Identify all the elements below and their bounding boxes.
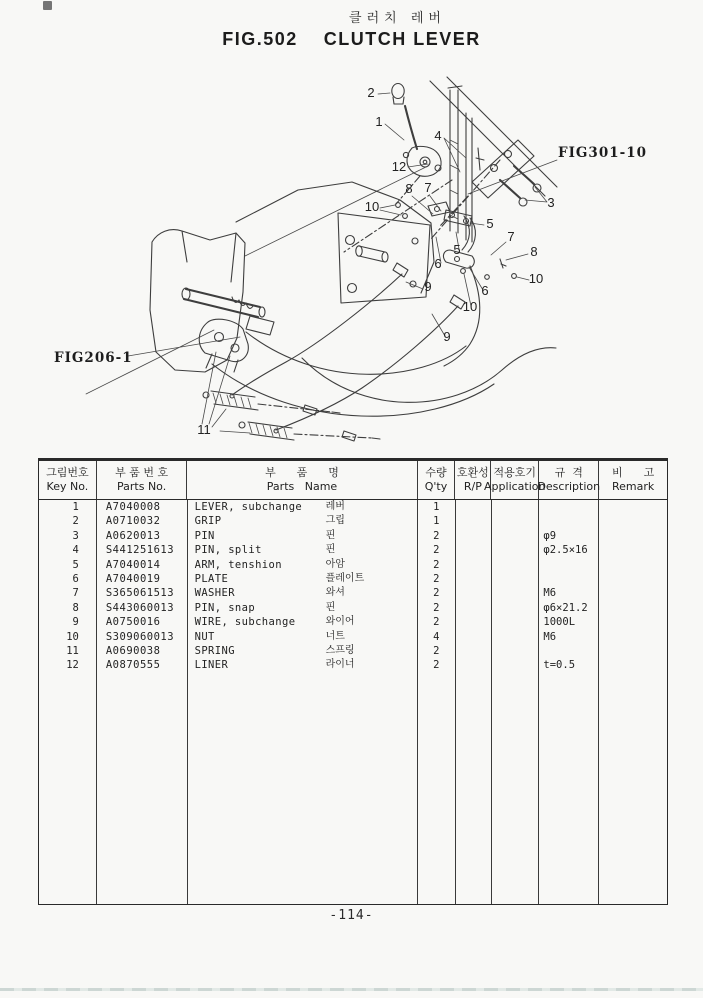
page-number: -114- [329,908,374,923]
part-name-korean: 와셔 [325,587,345,599]
cell-name [188,586,418,600]
part-name-english: LINER [194,659,229,672]
part-name-english: PIN, split [194,544,262,557]
part-name-korean: 플레이트 [325,572,365,584]
cell-name [188,615,418,629]
scan-artifact-edge [0,988,703,991]
cell-pno: A0710032 [97,514,188,528]
callout-number: 8 [405,181,413,196]
table-row [39,644,667,658]
column-header-description: 규 격 Description [539,461,599,499]
table-row [39,615,667,629]
scan-artifact-speck [43,1,52,10]
table-body [39,500,667,904]
column-header-remark: 비 고 Remark [612,466,655,493]
cell-rp [456,630,492,644]
figure-number: FIG.502 [222,29,298,49]
cell-key: 6 [39,572,97,586]
cell-name [188,558,418,572]
parts-diagram [0,0,703,460]
cell-name [188,673,418,904]
table-row [39,572,667,586]
part-name-english: PIN [194,529,215,542]
cell-app [492,658,540,672]
table-row [39,558,667,572]
callout-number: 5 [453,242,461,257]
cell-rp [456,615,492,629]
callout-number: 1 [375,114,383,129]
cell-key: 9 [39,615,97,629]
cell-name [188,658,418,672]
table-row [39,529,667,543]
cell-qty: 2 [418,572,456,586]
callout-number: 6 [434,256,442,271]
column-header-key-no-: 그림번호 Key No. [39,461,97,499]
cell-rp [456,529,492,543]
part-name-english: GRIP [194,515,222,528]
cell-qty: 2 [418,644,456,658]
part-name-korean: 핀 [325,544,336,556]
part-name-korean: 레버 [325,501,345,512]
cell-desc: φ6×21.2 [539,601,599,615]
callout-number: 10 [462,299,478,314]
cell-rp [456,543,492,557]
cell-rem [599,644,667,658]
cell-pno: S443060013 [97,601,188,615]
part-name-korean: 너트 [325,630,345,642]
callout-number: 4 [434,128,442,143]
figure-ref-label: FIG301-10 [558,145,647,161]
cell-desc [539,500,599,514]
table-header [39,461,667,500]
cell-key: 10 [39,630,97,644]
column-header-q-ty: 수량 Q'ty [418,461,456,499]
cell-desc [539,673,599,904]
callout-number: 5 [486,216,494,231]
cell-rem [599,601,667,615]
table-row [39,586,667,600]
part-name-korean: 핀 [325,601,336,613]
callout-number: 3 [547,195,555,210]
column-header-r-p: 호환성 R/P [455,461,491,499]
cell-desc: 1000L [539,615,599,629]
cell-qty: 1 [418,514,456,528]
part-name-english: ARM, tenshion [194,558,282,571]
cell-app [492,500,540,514]
lever-assembly-art [245,84,441,257]
table-row [39,658,667,672]
cell-desc: M6 [539,586,599,600]
cell-qty: 2 [418,601,456,615]
cell-pno: S365061513 [97,586,188,600]
part-name-english: LEVER, subchange [194,501,303,513]
cell-key: 5 [39,558,97,572]
cell-rp [456,500,492,514]
cell-rp [456,586,492,600]
cell-rp [456,572,492,586]
cell-qty: 2 [418,543,456,557]
cell-app [492,601,540,615]
linkage-art [396,196,517,279]
cell-app [492,558,540,572]
cell-qty: 4 [418,630,456,644]
table-row [39,601,667,615]
callout-number: 2 [367,85,375,100]
cell-app [492,543,540,557]
callout-number: 7 [507,229,515,244]
callout-number: 10 [364,199,380,214]
callout-number: 12 [391,159,407,174]
cell-pno: A0620013 [97,529,188,543]
cell-app [492,615,540,629]
callout-number: 7 [424,180,432,195]
cell-name [188,514,418,528]
part-name-english: PLATE [194,572,229,585]
cell-app [492,630,540,644]
cell-key: 8 [39,601,97,615]
cell-rem [599,543,667,557]
cell-pno: A7040014 [97,558,188,572]
column-header-application: 적용호기 Application [491,461,539,499]
cell-app [492,644,540,658]
cell-key: 12 [39,658,97,672]
part-name-korean: 스프링 [325,644,355,656]
cell-key: 11 [39,644,97,658]
cell-key: 1 [39,500,97,514]
part-name-korean: 그립 [325,515,345,527]
cell-qty: 2 [418,586,456,600]
cell-app [492,514,540,528]
part-name-english: WIRE, subchange [194,616,296,629]
cell-pno: S309060013 [97,630,188,644]
cell-desc: t=0.5 [539,658,599,672]
cell-key: 4 [39,543,97,557]
column-header-parts-no-: 부 품 번 호 Parts No. [97,461,188,499]
cell-qty: 2 [418,529,456,543]
cell-name [188,644,418,658]
callout-number: 10 [528,271,544,286]
cell-pno: A0870555 [97,658,188,672]
part-name-english: PIN, snap [194,601,256,614]
cell-pno: A7040008 [97,500,188,514]
cell-rem [599,529,667,543]
table-row [39,514,667,528]
cell-qty: 2 [418,658,456,672]
part-name-korean: 라이너 [325,659,355,671]
cell-key: 7 [39,586,97,600]
cell-rp [456,644,492,658]
cell-qty [418,673,456,904]
cell-pno: A7040019 [97,572,188,586]
table-row [39,500,667,514]
cell-key [39,673,97,904]
cell-rem [599,558,667,572]
cell-qty: 2 [418,558,456,572]
cell-rem [599,514,667,528]
cell-pno: A0750016 [97,615,188,629]
cell-desc: φ2.5×16 [539,543,599,557]
cell-qty: 1 [418,500,456,514]
part-name-english: WASHER [194,587,235,600]
part-name-english: NUT [194,630,215,643]
cell-name [188,529,418,543]
part-name-korean: 핀 [325,529,336,541]
cell-desc [539,644,599,658]
cell-name [188,543,418,557]
parts-table [38,458,668,905]
table-filler-row [39,673,667,904]
cell-rem [599,658,667,672]
part-name-english: SPRING [194,644,235,657]
cell-rem [599,500,667,514]
cell-pno: S441251613 [97,543,188,557]
cell-name [188,500,418,514]
cell-pno: A0690038 [97,644,188,658]
cell-desc [539,558,599,572]
cell-pno [97,673,188,904]
cell-app [492,572,540,586]
machine-body-art [150,182,556,416]
cell-rem [599,630,667,644]
cell-desc [539,514,599,528]
callout-number: 11 [197,422,211,437]
cell-app [492,673,540,904]
cell-rp [456,658,492,672]
cell-desc: φ9 [539,529,599,543]
part-name-korean: 와이어 [325,616,355,628]
cell-rp [456,558,492,572]
page-title-korean: 클러치 레버 [349,11,446,26]
figure-ref-label: FIG206-1 [54,350,133,366]
cell-rem [599,586,667,600]
column-header-parts-name: 부 품 명 Parts Name [187,461,417,499]
cell-app [492,586,540,600]
cell-key: 2 [39,514,97,528]
figure-title: CLUTCH LEVER [323,29,481,49]
callout-number: 9 [443,329,451,344]
cell-desc: M6 [539,630,599,644]
cell-name [188,601,418,615]
callout-number: 8 [530,244,538,259]
table-row [39,630,667,644]
cell-key: 3 [39,529,97,543]
callout-number: 9 [424,279,432,294]
cell-rp [456,673,492,904]
callout-number: 6 [481,283,489,298]
cell-desc [539,572,599,586]
cell-rem [599,615,667,629]
part-name-korean: 아암 [325,558,345,570]
cell-name [188,572,418,586]
cell-name [188,630,418,644]
cell-rp [456,601,492,615]
table-row [39,543,667,557]
cell-qty: 2 [418,615,456,629]
cell-rp [456,514,492,528]
cell-rem [599,673,667,904]
cell-app [492,529,540,543]
cell-rem [599,572,667,586]
